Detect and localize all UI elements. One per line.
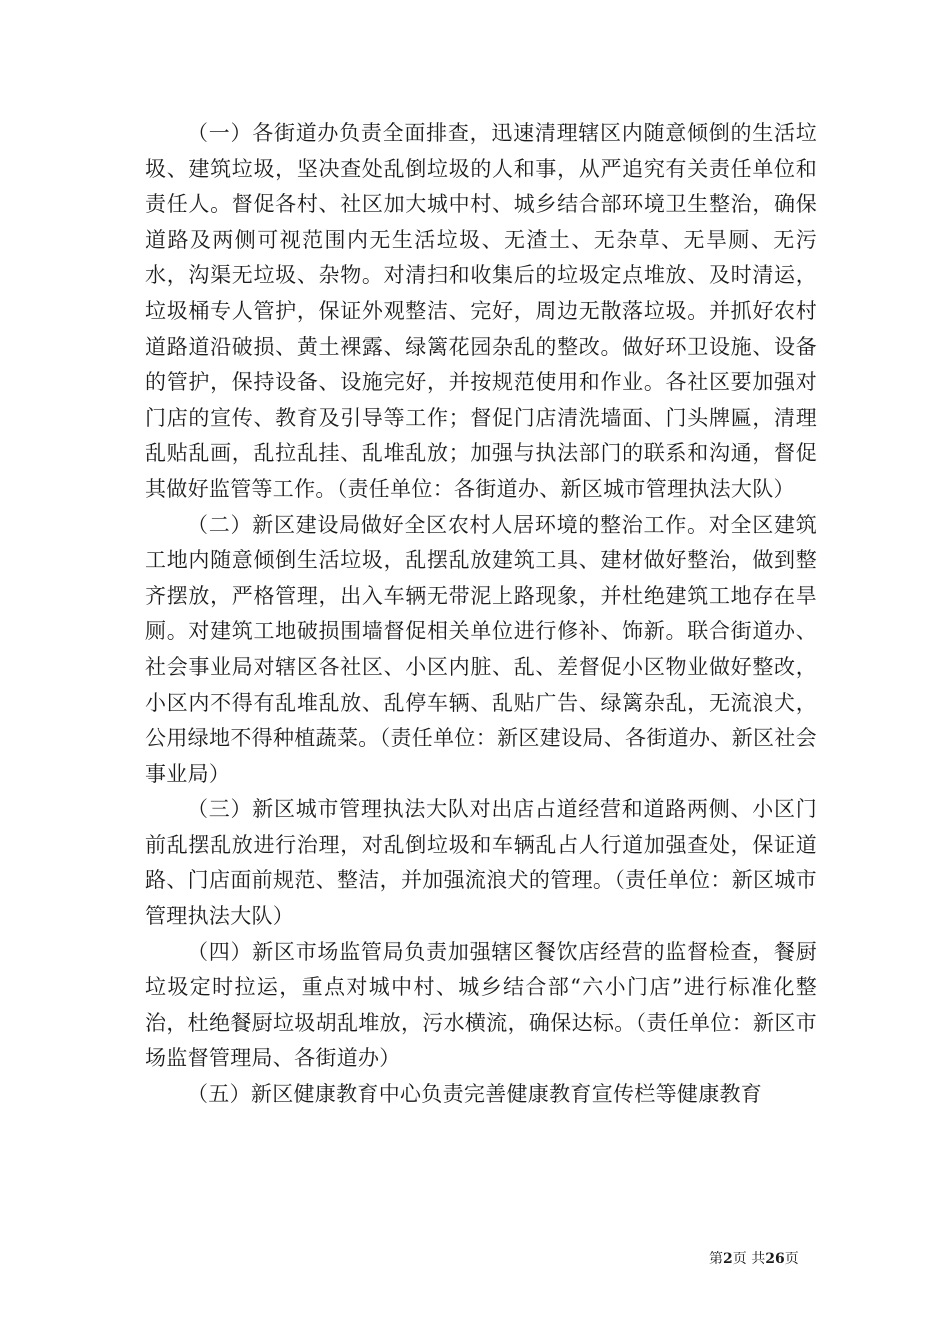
footer-current-page: 2 (723, 1251, 733, 1267)
footer-suffix: 页 (784, 1251, 799, 1267)
paragraph-2: （二）新区建设局做好全区农村人居环境的整治工作。对全区建筑工地内随意倾倒生活垃圾，乱摆乱放建筑工具、建材做好整治，做到整齐摆放，严格管理，出入车辆无带泥上路现象，并杜绝建筑工地存在旱厕。对建筑工地破损围墙督促相关单位进行修补、饰新。联合街道办、社会事业局对辖区各社区、小区内脏、乱、差督促小区物业做好整改，小区内不得有乱堆乱放、乱停车辆、乱贴广告、绿篱杂乱，无流浪犬，公用绿地不得种植蔬菜。（责任单位：新区建设局、各街道办、新区社会事业局） (145, 512, 817, 786)
paragraph-1: （一）各街道办负责全面排查，迅速清理辖区内随意倾倒的生活垃圾、建筑垃圾，坚决查处乱倒垃圾的人和事，从严追究有关责任单位和责任人。督促各村、社区加大城中村、城乡结合部环境卫生整治，确保道路及两侧可视范围内无生活垃圾、无渣土、无杂草、无旱厕、无污水，沟渠无垃圾、杂物。对清扫和收集后的垃圾定点堆放、及时清运，垃圾桶专人管护，保证外观整洁、完好，周边无散落垃圾。并抓好农村道路道沿破损、黄土裸露、绿篱花园杂乱的整改。做好环卫设施、设备的管护，保持设备、设施完好，并按规范使用和作业。各社区要加强对门店的宣传、教育及引导等工作；督促门店清洗墙面、门头牌匾，清理乱贴乱画，乱拉乱挂、乱堆乱放；加强与执法部门的联系和沟通，督促其做好监管等工作。（责任单位：各街道办、新区城市管理执法大队） (145, 121, 817, 501)
paragraph-5: （五）新区健康教育中心负责完善健康教育宣传栏等健康教育 (187, 1082, 763, 1107)
paragraph-4: （四）新区市场监管局负责加强辖区餐饮店经营的监督检查，餐厨垃圾定时拉运，重点对城中村、城乡结合部“六小门店”进行标准化整治，杜绝餐厨垃圾胡乱堆放，污水横流，确保达标。（责任单位：新区市场监督管理局、各街道办） (145, 939, 817, 1071)
paragraph-3: （三）新区城市管理执法大队对出店占道经营和道路两侧、小区门前乱摆乱放进行治理，对乱倒垃圾和车辆乱占人行道加强查处，保证道路、门店面前规范、整洁，并加强流浪犬的管理。（责任单位：新区城市管理执法大队） (145, 797, 817, 929)
footer-middle: 页 共 (732, 1251, 766, 1267)
footer-total-pages: 26 (765, 1251, 785, 1267)
document-body (145, 116, 817, 1113)
footer-prefix: 第 (709, 1251, 723, 1267)
page-footer (709, 1250, 799, 1268)
